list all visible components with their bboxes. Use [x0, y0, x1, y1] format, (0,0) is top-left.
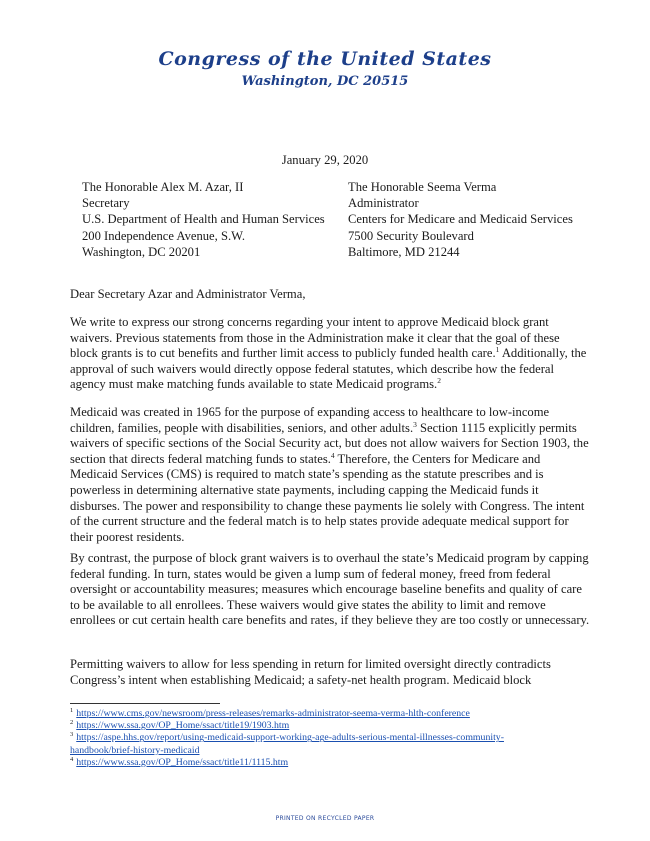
recipient-address-left — [82, 179, 325, 260]
footnote-2 — [70, 720, 590, 732]
footnote-ref-2[interactable]: 2 — [437, 376, 441, 386]
recipient-right-line: Centers for Medicare and Medicaid Services — [348, 212, 573, 227]
footnote-number: 1 — [70, 706, 74, 714]
paragraph-2-text-a: Medicaid was created in 1965 for the purpose of expanding access to healthcare to low-income children, families, people with disabilities, seniors, and other adults. — [70, 405, 550, 435]
printed-on-recycled-paper-notice: PRINTED ON RECYCLED PAPER — [275, 815, 375, 822]
footnote-ref-1[interactable]: 1 — [495, 345, 500, 354]
footnote-link-2[interactable]: https://www.ssa.gov/OP_Home/ssact/title19/1903.htm — [76, 720, 290, 732]
paragraph-2-text-b: Section 1115 explicitly permits waivers of specific sections of the Social Security act, but does not allow waivers for Section 1903, the section that directs federal matching funds to states. — [70, 420, 589, 466]
recipient-left-line: Washington, DC 20201 — [82, 244, 201, 259]
paragraph-2-text-c: Therefore, the Centers for Medicare and Medicaid Services (CMS) is required to match state’s spending as the statute prescribes and is powerless in determining alternative state payments, including capping the Medicaid funds it disburses. The power and responsibility to change these payments lie solely with Congress. The intent of the current structure and the federal match is to help states provide adequate medical support for their poorest residents. — [70, 451, 585, 544]
recipient-right-line: Baltimore, MD 21244 — [348, 244, 460, 259]
paragraph-4-text: Permitting waivers to allow for less spending in return for limited oversight directly contradicts Congress’s intent when establishing Medicaid; a safety-net health program. Medicaid block — [70, 657, 551, 687]
paragraph-2 — [70, 405, 590, 545]
recipient-left-line: 200 Independence Avenue, S.W. — [82, 228, 245, 243]
letterhead-title: Congress of the United States — [158, 48, 492, 70]
paragraph-1-text-a: We write to express our strong concerns regarding your intent to approve Medicaid block grant waivers. Previous statements from those in the Administration make it clear that the goal of these block grants is to cut benefits and further limit access to publicly funded health care. — [70, 315, 560, 361]
footnote-ref-4[interactable]: 4 — [330, 450, 335, 460]
footnote-link-3[interactable]: https://aspe.hhs.gov/report/using-medicaid-support-working-age-adults-serious-mental-illnesses-community- — [76, 732, 504, 744]
letter-date: January 29, 2020 — [281, 153, 369, 167]
paragraph-1 — [70, 315, 590, 393]
recipient-left-line: U.S. Department of Health and Human Services — [82, 212, 325, 227]
salutation: Dear Secretary Azar and Administrator Verma, — [70, 287, 306, 301]
footnote-number: 2 — [70, 718, 74, 726]
footnote-ref-3[interactable]: 3 — [413, 419, 417, 429]
letterhead-subtitle: Washington, DC 20515 — [241, 74, 409, 89]
footnote-divider — [70, 703, 220, 704]
recipient-right-line: Administrator — [348, 196, 419, 211]
footnotes — [70, 708, 590, 769]
paragraph-3-text: By contrast, the purpose of block grant waivers is to overhaul the state’s Medicaid program by capping federal funding. In turn, states would be given a lump sum of federal money, freed from federal oversight or accountability measures; measures which encourage baseline benefits and quality of care to be available to all enrollees. These waivers would give states the ability to limit and remove enrollees or cut certain health care benefits and rates, if they believe they are too costly or unnecessary. — [70, 551, 590, 628]
footnote-number: 3 — [70, 731, 74, 739]
footnote-link-3-continued[interactable]: handbook/brief-history-medicaid — [70, 744, 200, 756]
footnote-3-continued — [70, 745, 590, 757]
footnote-number: 4 — [70, 755, 74, 763]
recipient-right-line: 7500 Security Boulevard — [348, 228, 474, 243]
recipient-left-line: The Honorable Alex M. Azar, II — [82, 180, 244, 194]
footnote-4 — [70, 757, 590, 769]
recipient-right-line: The Honorable Seema Verma — [348, 180, 497, 194]
footnote-1 — [70, 708, 590, 720]
paragraph-1-text-b: Additionally, the approval of such waivers would directly oppose federal statutes, which describe how the federal agency must make matching funds available to state Medicaid programs. — [70, 346, 587, 392]
recipient-address-right — [348, 179, 573, 260]
paragraph-3 — [70, 551, 590, 629]
paragraph-4 — [70, 657, 590, 688]
footnote-link-4[interactable]: https://www.ssa.gov/OP_Home/ssact/title11/1115.htm — [76, 756, 289, 768]
recipient-left-line: Secretary — [82, 196, 130, 211]
footnote-3 — [70, 732, 590, 744]
footnote-link-1[interactable]: https://www.cms.gov/newsroom/press-releases/remarks-administrator-seema-verma-hlth-conference — [76, 708, 470, 719]
